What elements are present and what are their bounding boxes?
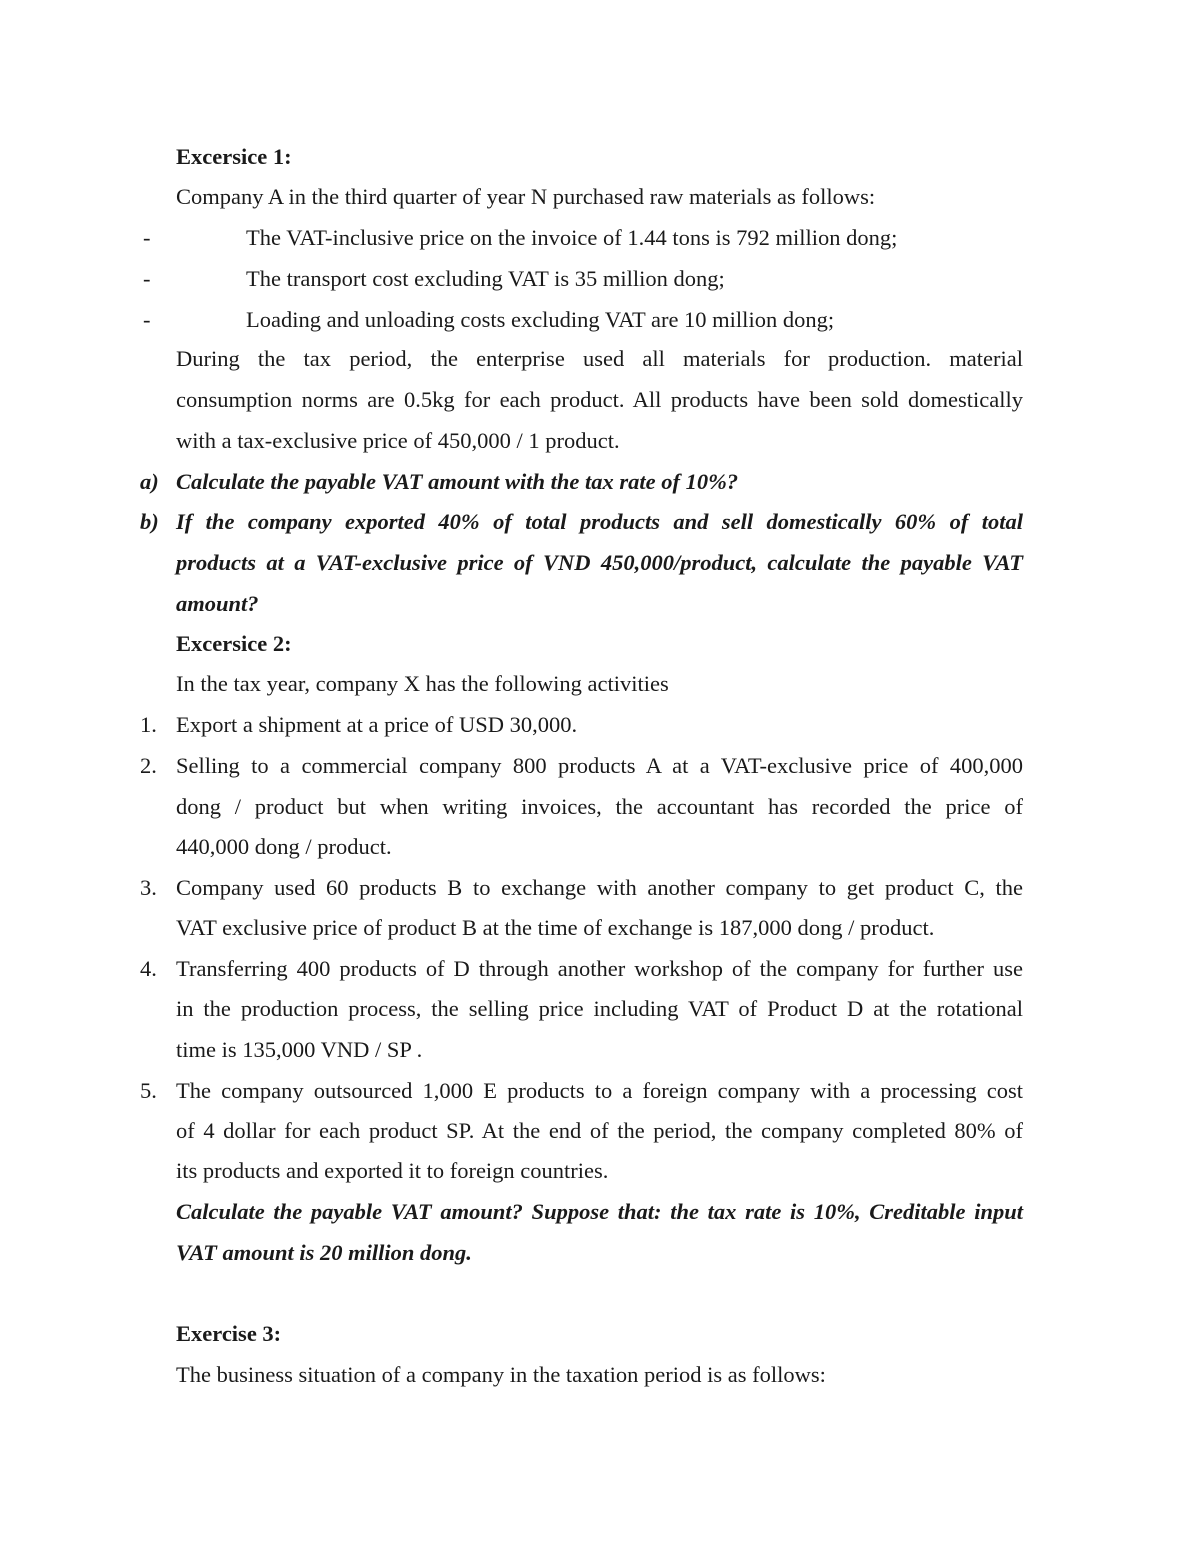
list-item-line: Transferring 400 products of D through another workshop of the company for further use xyxy=(176,956,1023,981)
list-item-line: time is 135,000 VND / SP . xyxy=(176,1037,423,1062)
list-marker: 5. xyxy=(140,1078,157,1103)
list-item-line: VAT exclusive price of product B at the time of exchange is 187,000 dong / product. xyxy=(176,915,935,940)
list-marker: 4. xyxy=(140,956,157,981)
bullet-text: The VAT-inclusive price on the invoice of 1.44 tons is 792 million dong; xyxy=(246,225,898,250)
exercise-2-intro: In the tax year, company X has the following activities xyxy=(176,671,669,696)
list-item-line: The company outsourced 1,000 E products to a foreign company with a processing cost xyxy=(176,1078,1023,1103)
question-line: VAT amount is 20 million dong. xyxy=(176,1240,472,1265)
bullet-marker: - xyxy=(143,307,151,332)
bullet-text: The transport cost excluding VAT is 35 million dong; xyxy=(246,266,725,291)
exercise-1-heading: Excersice 1: xyxy=(176,144,292,169)
question-line: Calculate the payable VAT amount with the tax rate of 10%? xyxy=(176,469,739,494)
bullet-text: Loading and unloading costs excluding VAT are 10 million dong; xyxy=(246,307,835,332)
question-line: amount? xyxy=(176,591,259,616)
list-item-line: dong / product but when writing invoices, the accountant has recorded the price of xyxy=(176,794,1023,819)
paragraph-line: with a tax-exclusive price of 450,000 / 1 product. xyxy=(176,428,620,453)
list-item-line: of 4 dollar for each product SP. At the end of the period, the company completed 80% of xyxy=(176,1118,1023,1143)
list-item-line: 440,000 dong / product. xyxy=(176,834,392,859)
exercise-2-heading: Excersice 2: xyxy=(176,631,292,656)
list-marker: 2. xyxy=(140,753,157,778)
paragraph-line: consumption norms are 0.5kg for each product. All products have been sold domestically xyxy=(176,387,1023,412)
question-marker: a) xyxy=(140,469,159,494)
list-marker: 1. xyxy=(140,712,157,737)
question-line: products at a VAT-exclusive price of VND 450,000/product, calculate the payable VAT xyxy=(176,550,1023,575)
question-line: Calculate the payable VAT amount? Suppose that: the tax rate is 10%, Creditable input xyxy=(176,1199,1023,1224)
exercise-1-intro: Company A in the third quarter of year N purchased raw materials as follows: xyxy=(176,184,876,209)
list-item-line: Company used 60 products B to exchange with another company to get product C, the xyxy=(176,875,1023,900)
exercise-3-heading: Exercise 3: xyxy=(176,1321,282,1346)
question-marker: b) xyxy=(140,509,159,534)
list-marker: 3. xyxy=(140,875,157,900)
list-item-line: Export a shipment at a price of USD 30,000. xyxy=(176,712,578,737)
bullet-marker: - xyxy=(143,266,151,291)
list-item-line: in the production process, the selling price including VAT of Product D at the rotational xyxy=(176,996,1023,1021)
list-item-line: Selling to a commercial company 800 products A at a VAT-exclusive price of 400,000 xyxy=(176,753,1023,778)
bullet-marker: - xyxy=(143,225,151,250)
exercise-3-intro: The business situation of a company in the taxation period is as follows: xyxy=(176,1362,826,1387)
list-item-line: its products and exported it to foreign countries. xyxy=(176,1158,609,1183)
paragraph-line: During the tax period, the enterprise used all materials for production. material xyxy=(176,346,1023,371)
question-line: If the company exported 40% of total products and sell domestically 60% of total xyxy=(176,509,1023,534)
